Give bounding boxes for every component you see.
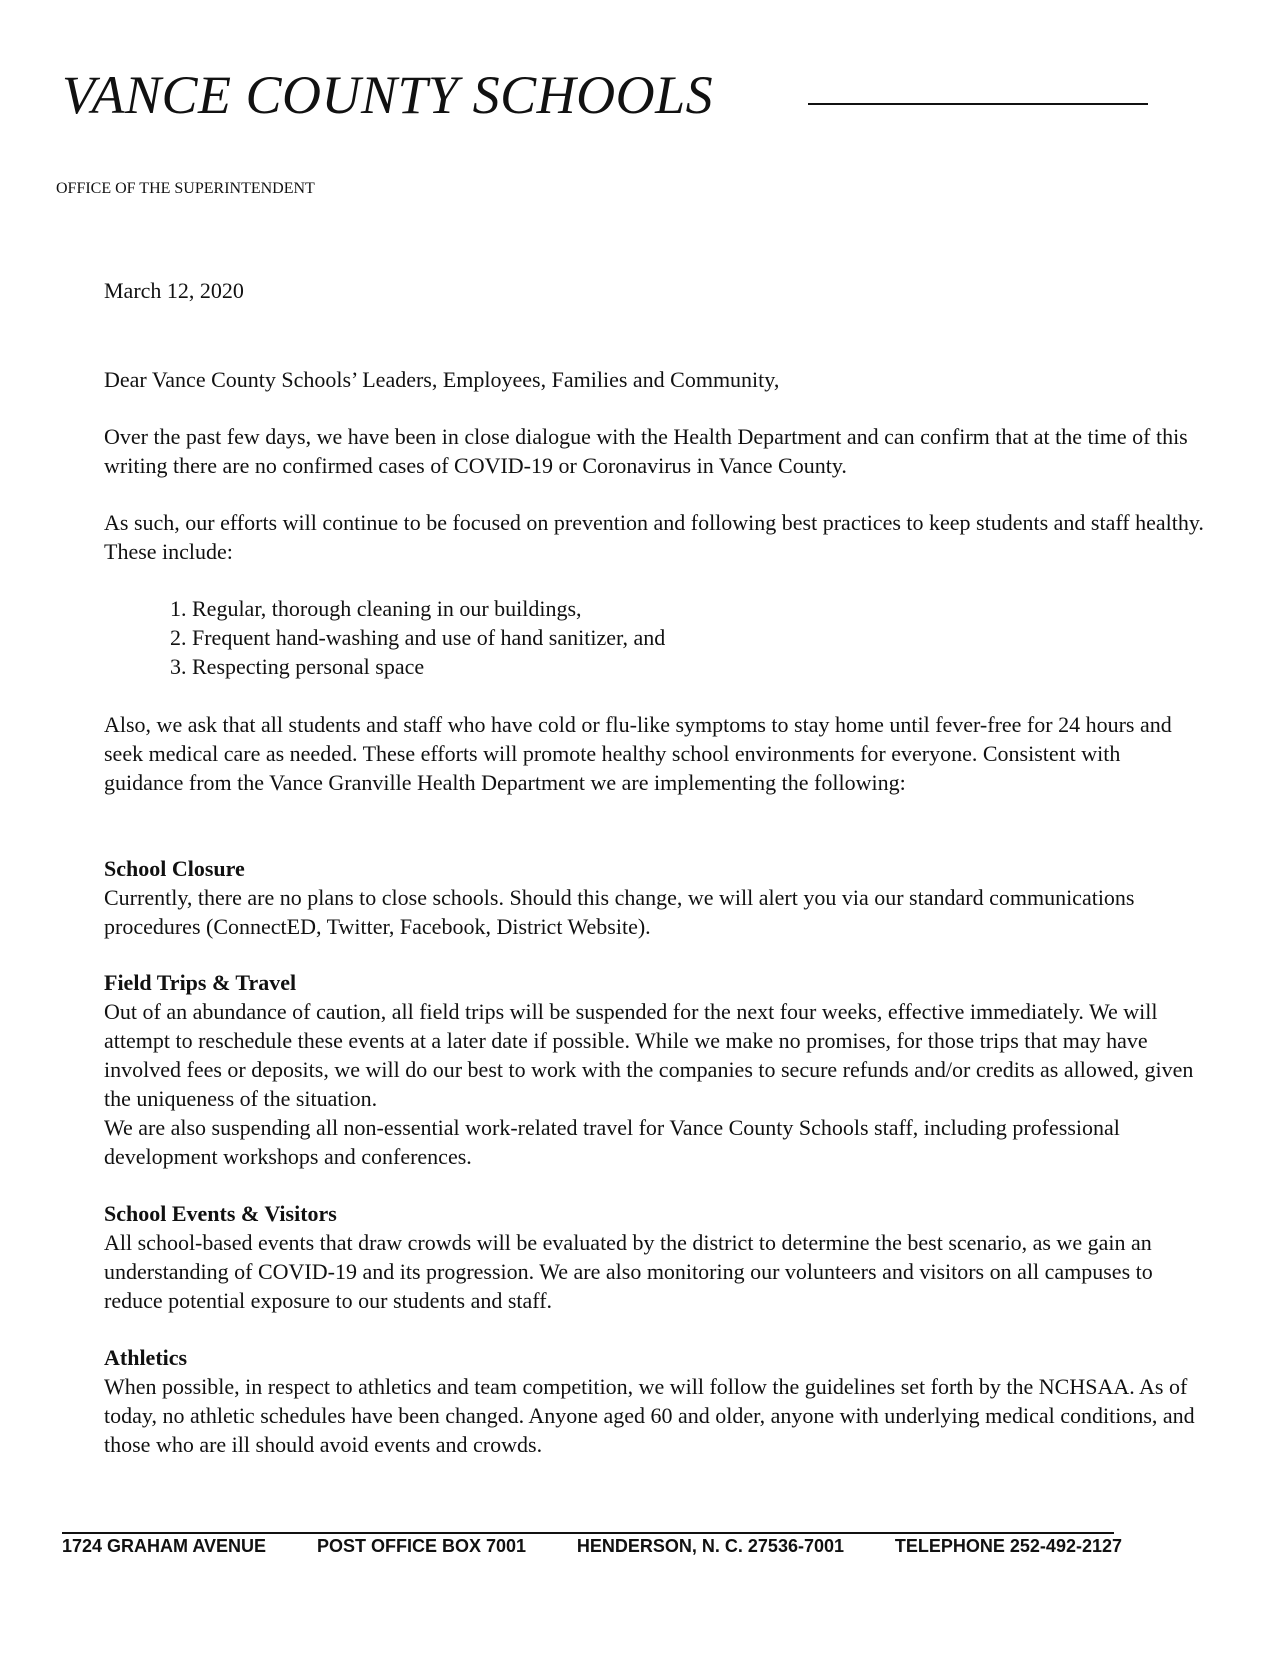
paragraph-symptoms: Also, we ask that all students and staff who have cold or flu-like symptoms to stay home until fever-free for 24 hours and seek medical care as needed. These efforts will promote healthy school environments for everyone. Consistent with guidance from the Vance Granville Health Department we are implementing the following: xyxy=(104,712,1172,795)
footer-address xyxy=(62,1536,1122,1557)
section-heading: School Closure xyxy=(104,856,245,881)
footer-po-box: POST OFFICE BOX 7001 xyxy=(316,1536,526,1556)
paragraph-health-department: Over the past few days, we have been in close dialogue with the Health Department and can confirm that at the time of this writing there are no confirmed cases of COVID-19 or Coronavirus in Vance County. xyxy=(104,424,1188,478)
footer-phone: TELEPHONE 252-492-2127 xyxy=(894,1536,1122,1556)
section-school-closure xyxy=(104,854,1204,941)
section-paragraph: Out of an abundance of caution, all field trips will be suspended for the next four weeks, effective immediately. We will attempt to reschedule these events at a later date if possible. While we make no promises, for those trips that may have involved fees or deposits, we will do our best to work with the companies to secure refunds and/or credits as allowed, given the uniqueness of the situation. xyxy=(104,999,1194,1111)
list-item: 1. Regular, thorough cleaning in our buildings, xyxy=(170,596,582,621)
section-heading: School Events & Visitors xyxy=(104,1201,337,1226)
salutation: Dear Vance County Schools’ Leaders, Employees, Families and Community, xyxy=(104,367,780,392)
practices-list xyxy=(170,594,665,681)
section-paragraph: When possible, in respect to athletics and team competition, we will follow the guidelines set forth by the NCHSAA. As of today, no athletic schedules have been changed. Anyone aged 60 and older, anyone with underlying medical conditions, and those who are ill should avoid events and crowds. xyxy=(104,1374,1195,1457)
letterhead-title: VANCE COUNTY SCHOOLS xyxy=(62,65,714,125)
footer-street: 1724 GRAHAM AVENUE xyxy=(62,1536,267,1556)
section-heading: Field Trips & Travel xyxy=(104,970,297,995)
footer-city: HENDERSON, N. C. 27536-7001 xyxy=(576,1536,844,1556)
section-paragraph: We are also suspending all non-essential work-related travel for Vance County Schools staff, including professional development workshops and conferences. xyxy=(104,1115,1120,1169)
section-paragraph: All school-based events that draw crowds will be evaluated by the district to determine the best scenario, as we gain an understanding of COVID-19 and its progression. We are also monitoring our volunteers and visitors on all campuses to reduce potential exposure to our students and staff. xyxy=(104,1230,1153,1313)
list-item: 3. Respecting personal space xyxy=(170,654,425,679)
section-paragraph: Currently, there are no plans to close schools. Should this change, we will alert you via our standard communications procedures (ConnectED, Twitter, Facebook, District Website). xyxy=(104,885,1135,939)
section-field-trips-travel xyxy=(104,968,1204,1171)
list-item: 2. Frequent hand-washing and use of hand sanitizer, and xyxy=(170,625,666,650)
section-school-events-visitors xyxy=(104,1199,1204,1315)
letterhead-rule xyxy=(808,103,1148,105)
section-athletics xyxy=(104,1343,1204,1459)
letter-date: March 12, 2020 xyxy=(104,278,244,303)
office-subtitle: OFFICE OF THE SUPERINTENDENT xyxy=(56,180,315,197)
section-heading: Athletics xyxy=(104,1345,188,1370)
paragraph-prevention: As such, our efforts will continue to be focused on prevention and following best practices to keep students and staff healthy. These include: xyxy=(104,510,1204,564)
footer-rule xyxy=(62,1532,1114,1534)
